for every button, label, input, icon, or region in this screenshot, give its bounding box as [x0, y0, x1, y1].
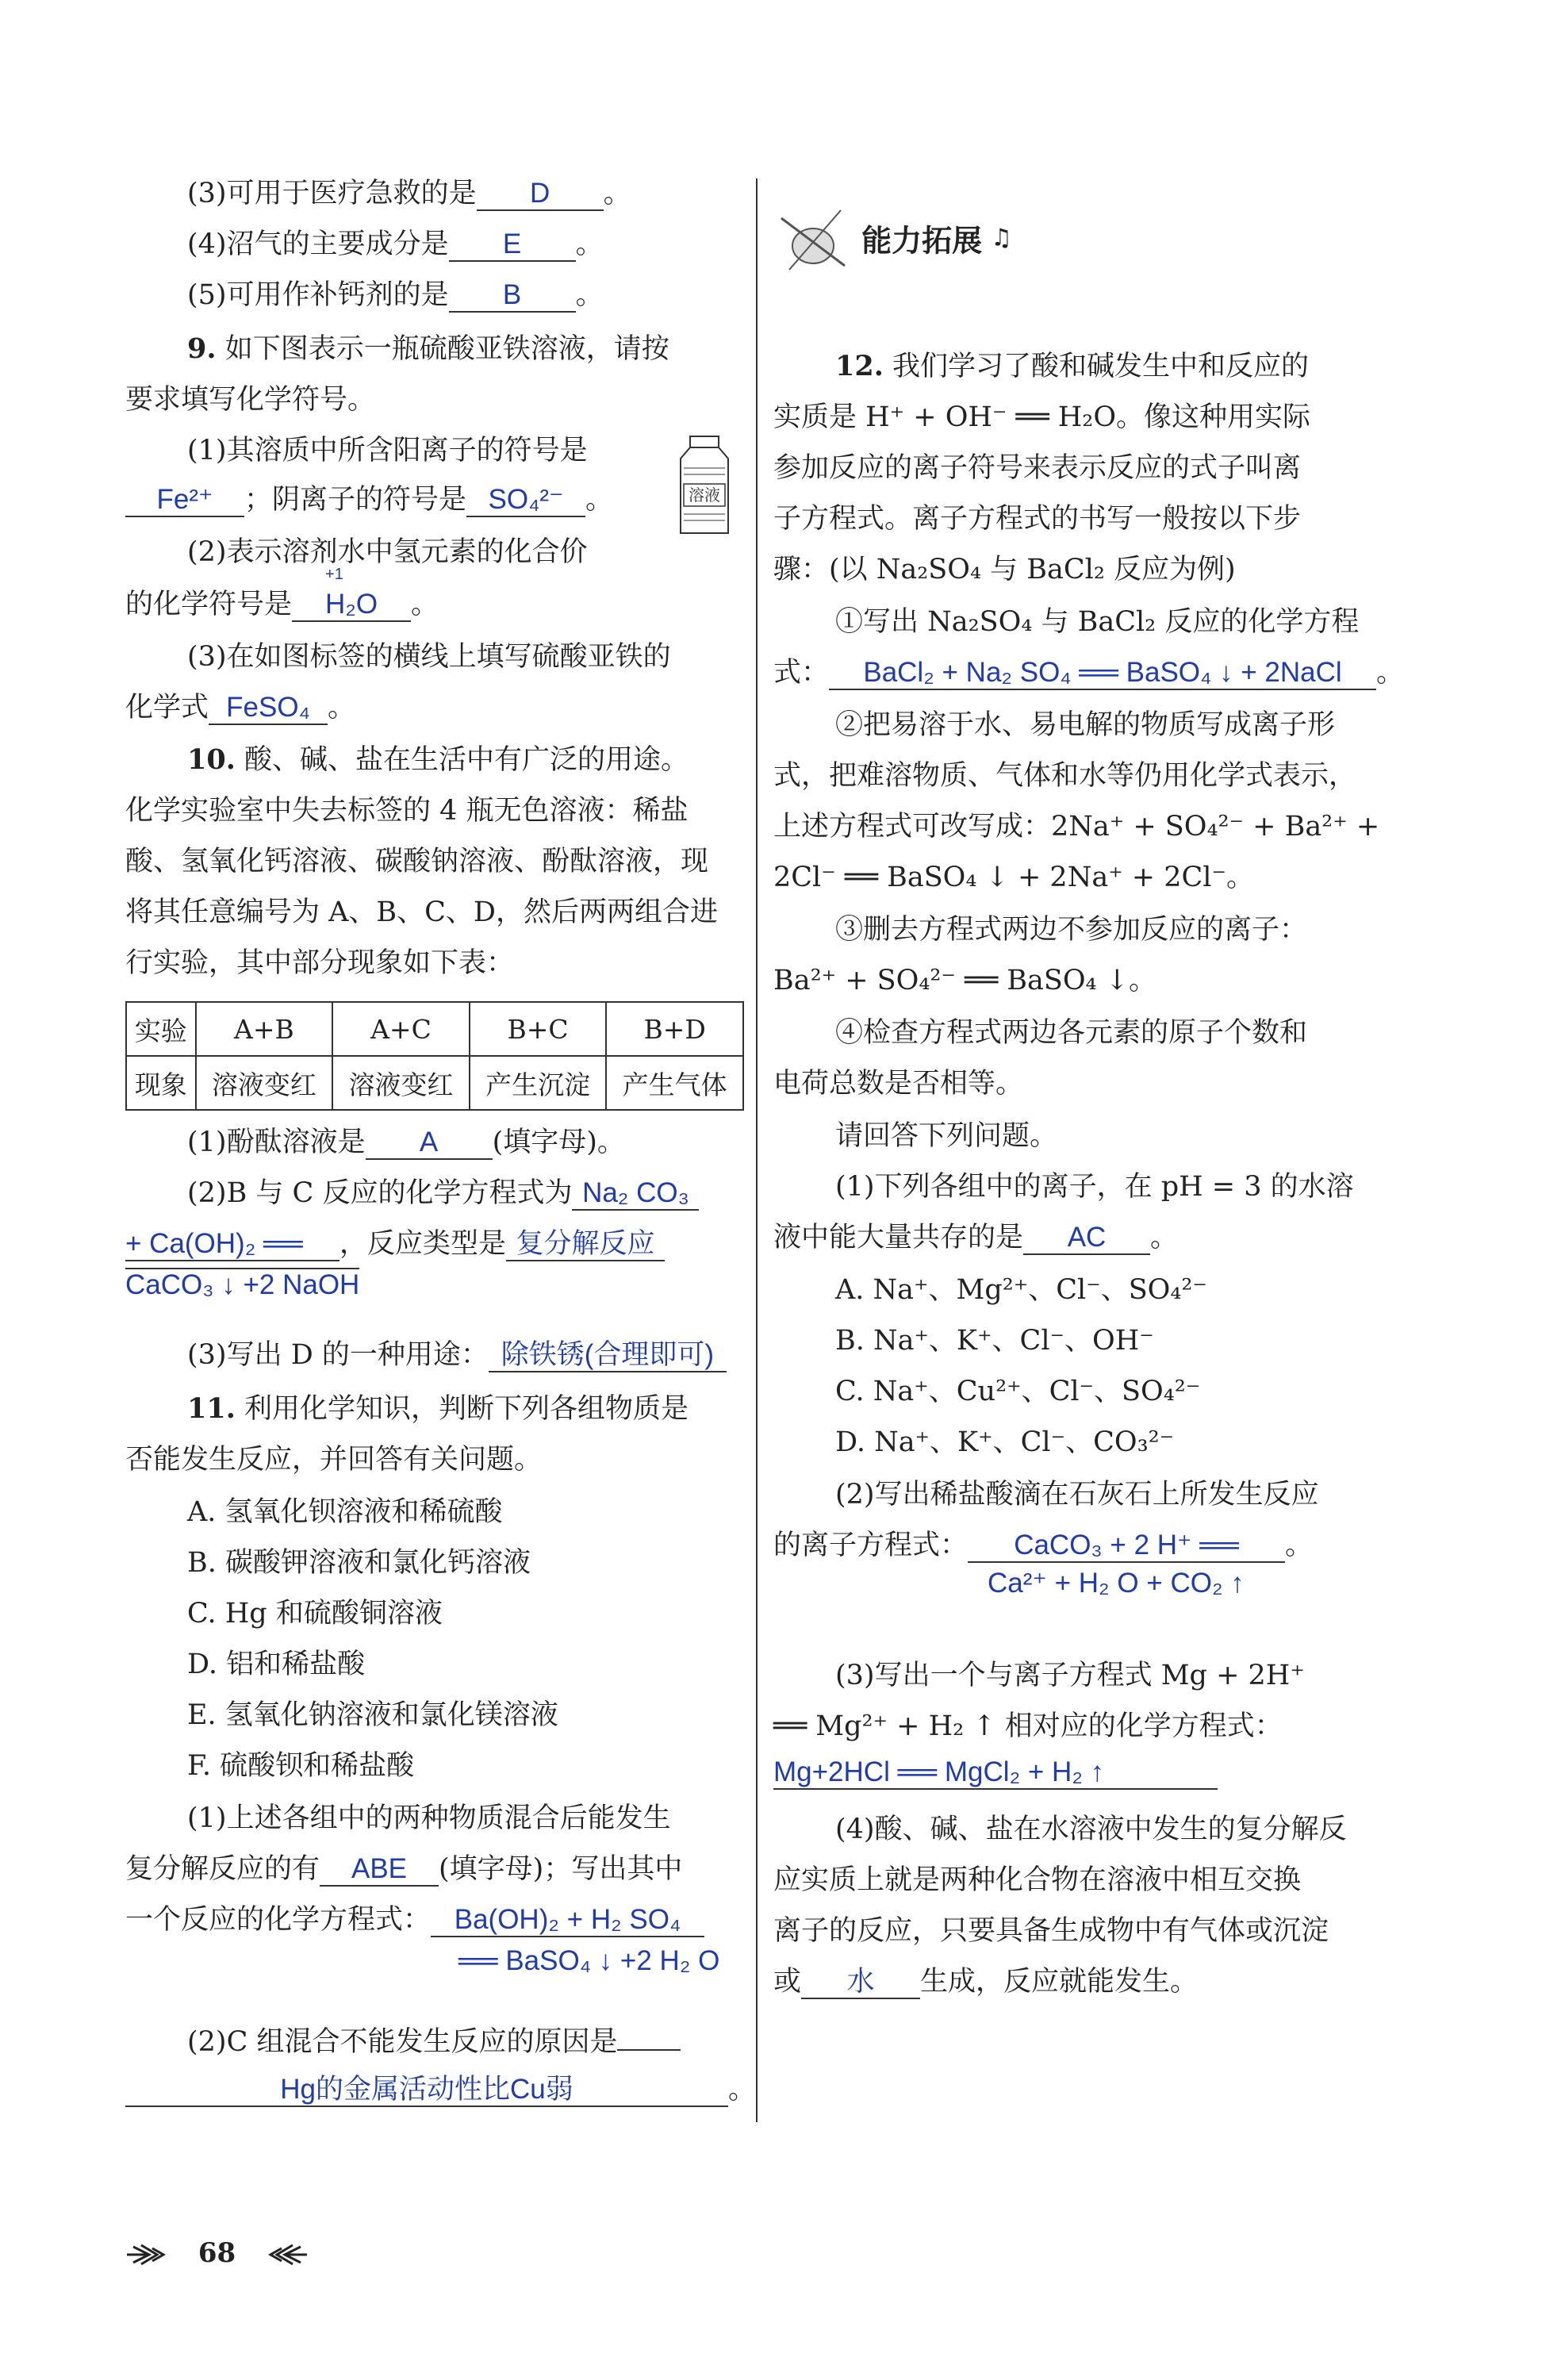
step-1-answer: 式： BaCl₂ + Na₂ SO₄ ══ BaSO₄ ↓ + 2NaCl 。	[773, 657, 1405, 689]
q12-part-3-line-2: ══ Mg²⁺ + H₂ ↑ 相对应的化学方程式：	[773, 1710, 1283, 1742]
q12-part-1-option-c: C. Na⁺、Cu²⁺、Cl⁻、SO₄²⁻	[835, 1376, 1201, 1407]
jar-label: 溶液	[689, 486, 720, 505]
q12-part-4-line-3: 离子的反应，只要具备生成物中有气体或沉淀	[773, 1915, 1329, 1947]
q11-part-2-answer: Hg的金属活动性比Cu弱 。	[125, 2072, 756, 2107]
q12-part-2: (2)写出稀盐酸滴在石灰石上所发生反应	[835, 1479, 1319, 1511]
q10-part-2: (2)B 与 C 反应的化学方程式为 Na₂ CO₃	[187, 1176, 699, 1211]
table-cell: 实验	[126, 1002, 196, 1056]
q11-part-1-answer: 复分解反应的有 ABE (填字母)；写出其中	[125, 1853, 683, 1885]
q12-part-1-option-a: A. Na⁺、Mg²⁺、Cl⁻、SO₄²⁻	[835, 1274, 1207, 1306]
q12-part-1-option-d: D. Na⁺、K⁺、Cl⁻、CO₃²⁻	[835, 1426, 1175, 1458]
table-cell: 产生沉淀	[470, 1056, 607, 1110]
step-2-line-2: 式，把难溶物质、气体和水等仍用化学式表示，	[773, 760, 1357, 792]
q10-part-2-cont: + Ca(OH)₂ ══ ，反应类型是 复分解反应	[125, 1226, 665, 1261]
step-2-line-3: 上述方程式可改写成：2Na⁺ + SO₄²⁻ + Ba²⁺ +	[773, 811, 1380, 843]
q12-part-4-answer: 或 水 生成，反应就能发生。	[773, 1966, 1199, 1998]
q10-title: 10. 酸、碱、盐在生活中有广泛的用途。	[187, 743, 689, 776]
q10-part-3: (3)写出 D 的一种用途： 除铁锈(合理即可)	[187, 1338, 727, 1372]
q11-part-1: (1)上述各组中的两种物质混合后能发生	[187, 1802, 671, 1834]
q11-title: 11. 利用化学知识，判断下列各组物质是	[187, 1392, 689, 1425]
q10-line-5: 行实验，其中部分现象如下表：	[125, 947, 515, 979]
ornament-right-icon	[245, 2239, 309, 2271]
violin-icon	[773, 202, 853, 274]
table-row	[126, 1056, 743, 1110]
ornament-left-icon	[125, 2239, 189, 2271]
table-cell: 溶液变红	[196, 1056, 333, 1110]
q11-part-1-equation: 一个反应的化学方程式： Ba(OH)₂ + H₂ SO₄	[125, 1902, 704, 1937]
q12-part-1: (1)下列各组中的离子，在 pH = 3 的水溶	[835, 1171, 1354, 1203]
q10-part-2-answer-line-3: CaCO₃ ↓ +2 NaOH	[125, 1269, 360, 1300]
q11-part-2: (2)C 组混合不能发生反应的原因是	[187, 2025, 681, 2059]
table-cell: B+C	[470, 1002, 607, 1056]
step-1: ①写出 Na₂SO₄ 与 BaCl₂ 反应的化学方程	[835, 606, 1360, 638]
step-4-line-2: 电荷总数是否相等。	[773, 1068, 1024, 1100]
q12-part-1-option-b: B. Na⁺、K⁺、Cl⁻、OH⁻	[835, 1325, 1154, 1357]
column-divider	[756, 178, 758, 2122]
q11-option-b: B. 碳酸钾溶液和氯化钙溶液	[187, 1547, 531, 1579]
q11-option-c: C. Hg 和硫酸铜溶液	[187, 1598, 443, 1630]
q9-title-2: 要求填写化学符号。	[125, 384, 376, 416]
step-2: ②把易溶于水、易电解的物质写成离子形	[835, 709, 1336, 741]
step-2-line-4: 2Cl⁻ ══ BaSO₄ ↓ + 2Na⁺ + 2Cl⁻。	[773, 862, 1254, 893]
page-number: 68	[125, 2237, 309, 2271]
q9-part-2: (2)表示溶剂水中氢元素的化合价	[187, 536, 588, 568]
q12-line-5: 骤：(以 Na₂SO₄ 与 BaCl₂ 反应为例)	[773, 554, 1236, 585]
table-header-row	[126, 1002, 743, 1056]
q12-part-3: (3)写出一个与离子方程式 Mg + 2H⁺	[835, 1660, 1305, 1691]
step-4: ④检查方程式两边各元素的原子个数和	[835, 1017, 1308, 1049]
q12-title: 12. 我们学习了酸和碱发生中和反应的	[835, 350, 1310, 382]
q12-part-4: (4)酸、碱、盐在水溶液中发生的复分解反	[835, 1814, 1347, 1845]
q12-part-1-answer: 液中能大量共存的是 AC 。	[773, 1222, 1179, 1253]
reagent-bottle-icon	[673, 435, 736, 538]
q12-part-3-answer: Mg+2HCl ══ MgCl₂ + H₂ ↑	[773, 1755, 1218, 1790]
q11-option-e: E. 氢氧化钠溶液和氯化镁溶液	[187, 1699, 558, 1731]
q9-part-3-answer: 化学式 FeSO₄ 。	[125, 692, 356, 724]
q8-item-3: (3)可用于医疗急救的是 D 。	[187, 178, 631, 209]
q12-part-4-line-2: 应实质上就是两种化合物在溶液中相互交换	[773, 1864, 1302, 1896]
q11-option-a: A. 氢氧化钡溶液和稀硫酸	[187, 1496, 503, 1528]
q9-part-3: (3)在如图标签的横线上填写硫酸亚铁的	[187, 641, 671, 673]
q9-part-2-answer: 的化学符号是 +1 H₂O 。	[125, 566, 439, 620]
q9-part-1-answers: Fe²⁺ ；阴离子的符号是 SO₄²⁻ 。	[125, 482, 613, 517]
q8-item-4: (4)沼气的主要成分是 E 。	[187, 228, 604, 260]
q12-line-4: 子方程式。离子方程式的书写一般按以下步	[773, 503, 1302, 535]
q11-line-2: 否能发生反应，并回答有关问题。	[125, 1444, 543, 1476]
table-cell: B+D	[606, 1002, 743, 1056]
q12-part-2-answer: 的离子方程式： CaCO₃ + 2 H⁺ ══ 。	[773, 1530, 1314, 1561]
table-cell: 现象	[126, 1056, 196, 1110]
experiment-table	[125, 1001, 744, 1111]
q10-line-4: 将其任意编号为 A、B、C、D，然后两两组合进	[125, 896, 718, 928]
step-3: ③删去方程式两边不参加反应的离子：	[835, 914, 1308, 946]
music-note-icon: ♫	[991, 224, 1013, 252]
q12-part-2-answer-2: Ca²⁺ + H₂ O + CO₂ ↑	[988, 1568, 1245, 1599]
table-cell: A+B	[196, 1002, 333, 1056]
ask-prompt: 请回答下列问题。	[835, 1120, 1058, 1152]
table-cell: 溶液变红	[332, 1056, 470, 1110]
q9-title: 9. 如下图表示一瓶硫酸亚铁溶液，请按	[187, 332, 669, 365]
q10-line-3: 酸、氢氧化钙溶液、碳酸钠溶液、酚酞溶液，现	[125, 846, 709, 877]
q11-option-f: F. 硫酸钡和稀盐酸	[187, 1750, 415, 1782]
q8-item-5: (5)可用作补钙剂的是 B 。	[187, 279, 604, 311]
q12-line-3: 参加反应的离子符号来表示反应的式子叫离	[773, 452, 1302, 484]
q10-part-1: (1)酚酞溶液是 A (填字母)。	[187, 1127, 625, 1158]
q10-line-2: 化学实验室中失去标签的 4 瓶无色溶液：稀盐	[125, 795, 689, 827]
step-3-line-2: Ba²⁺ + SO₄²⁻ ══ BaSO₄ ↓。	[773, 965, 1157, 996]
q12-line-2: 实质是 H⁺ + OH⁻ ══ H₂O。像这种用实际	[773, 401, 1311, 433]
section-header: 能力拓展 ♫	[773, 202, 1012, 274]
q11-part-1-equation-2: ══ BaSO₄ ↓ +2 H₂ O	[458, 1945, 720, 1976]
table-cell: 产生气体	[606, 1056, 743, 1110]
q9-part-1: (1)其溶质中所含阳离子的符号是	[187, 435, 588, 466]
table-cell: A+C	[332, 1002, 470, 1056]
q11-option-d: D. 铝和稀盐酸	[187, 1649, 366, 1680]
